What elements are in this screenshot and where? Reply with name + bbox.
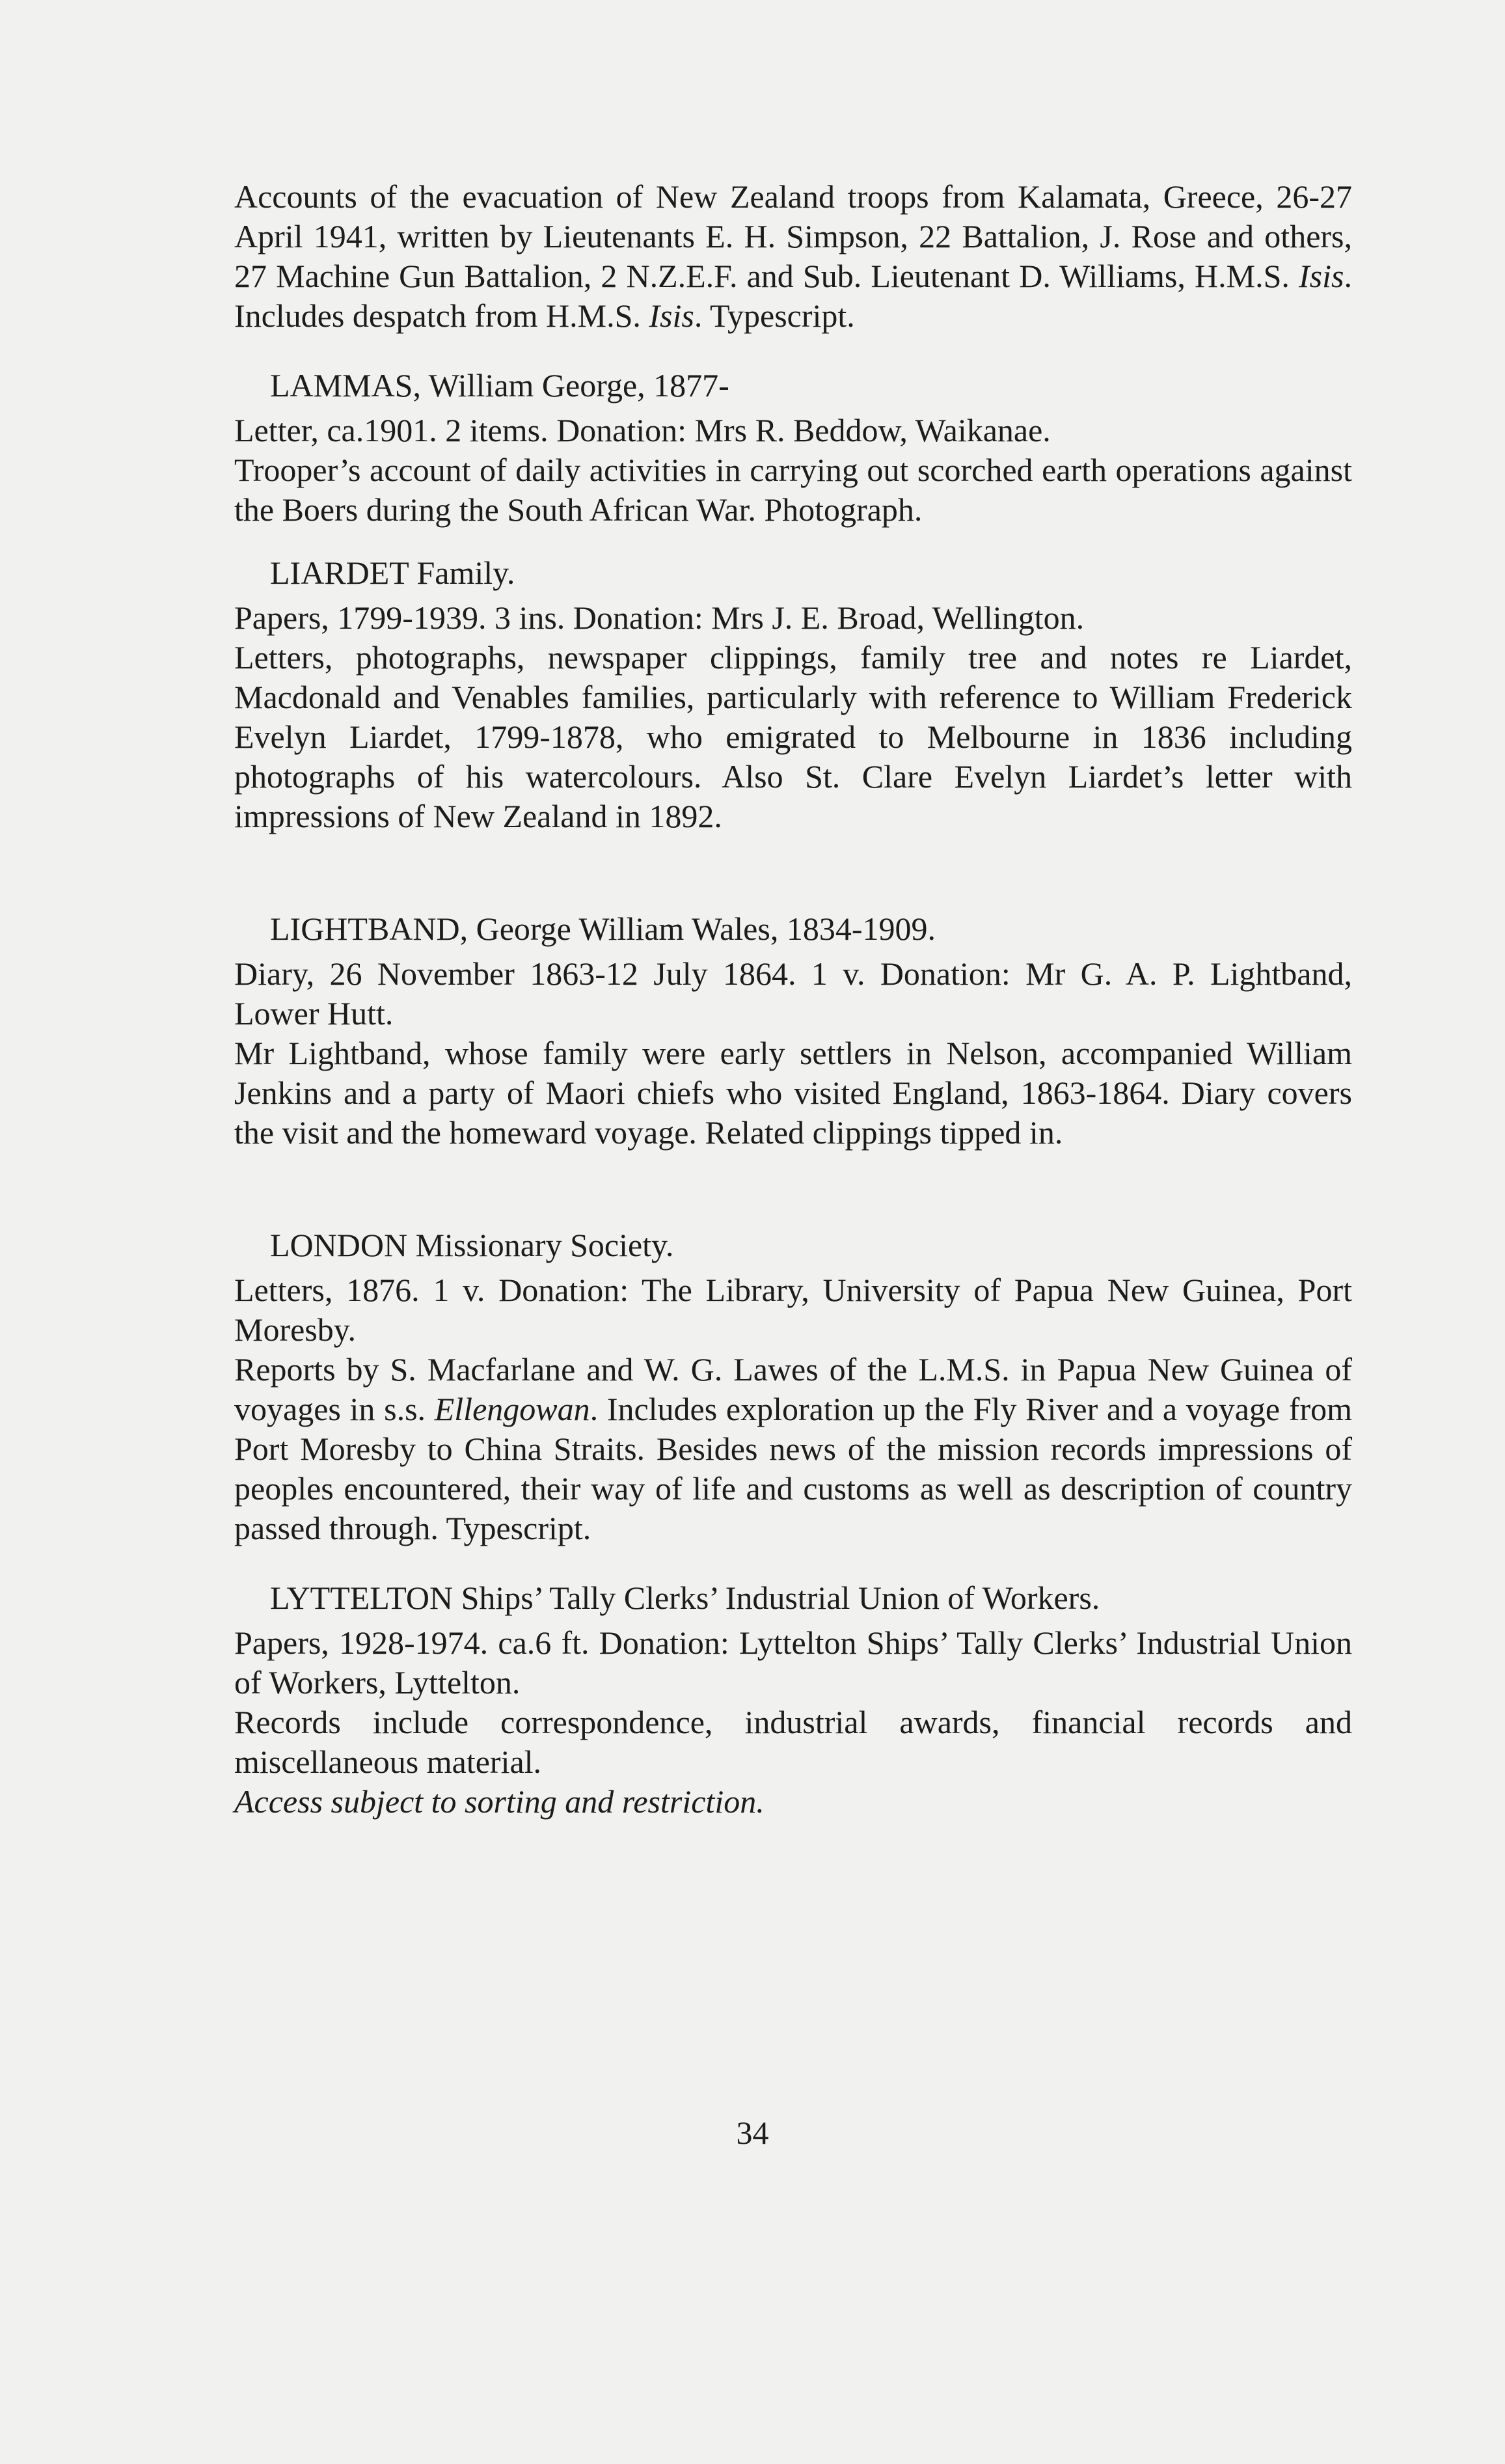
entry-holding-london: Letters, 1876. 1 v. Donation: The Library, University of Papua New Guinea, Port Moresby. xyxy=(234,1272,1352,1348)
intro-italic-1: Isis xyxy=(1299,258,1344,294)
entry-description-london xyxy=(234,1350,1352,1548)
entry-heading-liardet: LIARDET Family. xyxy=(270,554,515,591)
entry-note-lyttelton: Access subject to sorting and restriction. xyxy=(234,1783,765,1820)
entry-heading-lyttelton: LYTTELTON Ships’ Tally Clerks’ Industrial Union of Workers. xyxy=(270,1580,1100,1616)
intro-italic-2: Isis xyxy=(649,297,694,334)
page-number: 34 xyxy=(736,2115,769,2151)
intro-text-2: . Includes despatch from H.M.S. xyxy=(234,258,1352,334)
entry-heading-lammas: LAMMAS, William George, 1877- xyxy=(270,367,729,404)
london-italic-ship: Ellengowan xyxy=(434,1391,590,1427)
london-text-2: . Includes exploration up the Fly River and a voyage from Port Moresby to China Straits. Besides news of the mission records impressions of peoples encountered, their way of life and customs as well as description of country passed through. Typescript. xyxy=(234,1391,1352,1546)
entry-holding-lammas: Letter, ca.1901. 2 items. Donation: Mrs R. Beddow, Waikanae. xyxy=(234,412,1051,448)
entry-intro xyxy=(234,177,1352,336)
document-page xyxy=(234,177,1352,1822)
entry-holding-liardet: Papers, 1799-1939. 3 ins. Donation: Mrs J. E. Broad, Wellington. xyxy=(234,599,1085,636)
entry-holding-lightband: Diary, 26 November 1863-12 July 1864. 1 v. Donation: Mr G. A. P. Lightband, Lower Hutt. xyxy=(234,955,1352,1032)
entry-heading-london: LONDON Missionary Society. xyxy=(270,1227,674,1263)
london-text-1: Reports by S. Macfarlane and W. G. Lawes of the L.M.S. in Papua New Guinea of voyages in s.s. xyxy=(234,1351,1352,1427)
entry-description-lammas: Trooper’s account of daily activities in carrying out scorched earth operations against the Boers during the South African War. Photograph. xyxy=(234,452,1352,528)
entry-holding-lyttelton: Papers, 1928-1974. ca.6 ft. Donation: Lyttelton Ships’ Tally Clerks’ Industrial Union of Workers, Lyttelton. xyxy=(234,1624,1352,1701)
intro-text-3: . Typescript. xyxy=(694,297,855,334)
entry-description-liardet: Letters, photographs, newspaper clippings, family tree and notes re Liardet, Macdonald and Venables families, particularly with reference to William Frederick Evelyn Liardet, 1799-1878, who emigrated to Melbourne in 1836 including photographs of his watercolours. Also St. Clare Evelyn Liardet’s letter with impressions of New Zealand in 1892. xyxy=(234,639,1352,834)
entry-heading-lightband: LIGHTBAND, George William Wales, 1834-1909. xyxy=(270,910,936,947)
entry-description-lyttelton: Records include correspondence, industrial awards, financial records and miscellaneous material. xyxy=(234,1704,1352,1780)
entry-description-lightband: Mr Lightband, whose family were early settlers in Nelson, accompanied William Jenkins and a party of Maori chiefs who visited England, 1863-1864. Diary covers the visit and the homeward voyage. Related clippings tipped in. xyxy=(234,1035,1352,1151)
intro-text-1: Accounts of the evacuation of New Zealand troops from Kalamata, Greece, 26-27 April 1941, written by Lieutenants E. H. Simpson, 22 Battalion, J. Rose and others, 27 Machine Gun Battalion, 2 N.Z.E.F. and Sub. Lieutenant D. Williams, H.M.S. xyxy=(234,178,1352,294)
